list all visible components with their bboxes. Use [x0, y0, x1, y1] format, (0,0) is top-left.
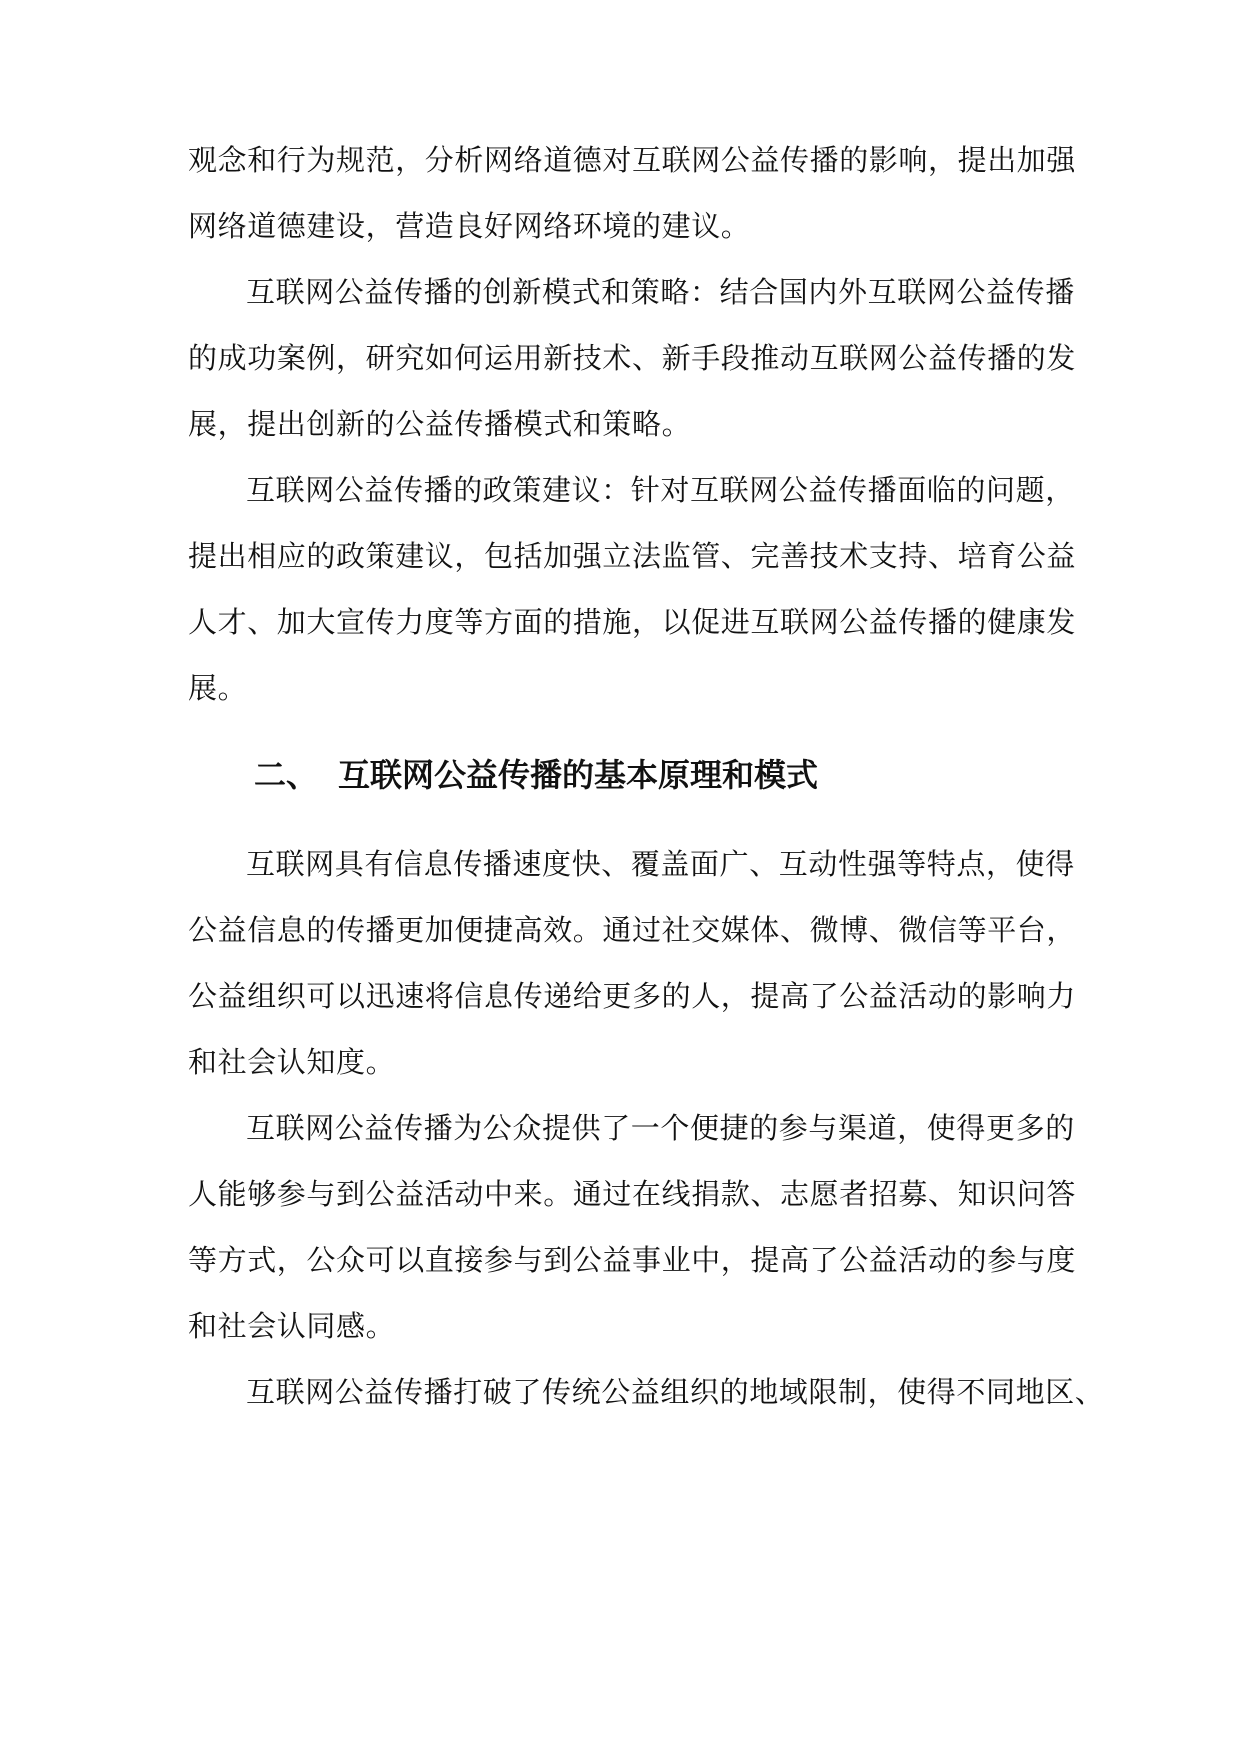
section-number: 二、	[254, 756, 319, 794]
section-heading	[254, 750, 818, 800]
paragraph-line: 互联网公益传播打破了传统公益组织的地域限制，使得不同地区、	[246, 1375, 1105, 1409]
paragraph-line: 互联网公益传播为公众提供了一个便捷的参与渠道，使得更多的	[246, 1111, 1075, 1145]
paragraph-line: 的成功案例，研究如何运用新技术、新手段推动互联网公益传播的发	[188, 341, 1077, 375]
paragraph-line: 观念和行为规范，分析网络道德对互联网公益传播的影响，提出加强	[188, 143, 1077, 177]
paragraph-line: 展，提出创新的公益传播模式和策略。	[188, 407, 692, 441]
paragraph-line: 公益信息的传播更加便捷高效。通过社交媒体、微博、微信等平台，	[188, 913, 1077, 947]
paragraph-line: 展。	[188, 671, 248, 705]
paragraph-line: 公益组织可以迅速将信息传递给更多的人，提高了公益活动的影响力	[188, 979, 1077, 1013]
section-title: 互联网公益传播的基本原理和模式	[338, 756, 819, 794]
paragraph-line: 和社会认同感。	[188, 1309, 396, 1343]
paragraph-line: 和社会认知度。	[188, 1045, 396, 1079]
paragraph-line: 等方式，公众可以直接参与到公益事业中，提高了公益活动的参与度	[188, 1243, 1077, 1277]
paragraph-line: 互联网公益传播的创新模式和策略：结合国内外互联网公益传播	[246, 275, 1075, 309]
paragraph-line: 人能够参与到公益活动中来。通过在线捐款、志愿者招募、知识问答	[188, 1177, 1077, 1211]
paragraph-line: 网络道德建设，营造良好网络环境的建议。	[188, 209, 751, 243]
paragraph-line: 人才、加大宣传力度等方面的措施，以促进互联网公益传播的健康发	[188, 605, 1077, 639]
paragraph-line: 互联网公益传播的政策建议：针对互联网公益传播面临的问题，	[246, 473, 1075, 507]
paragraph-line: 互联网具有信息传播速度快、覆盖面广、互动性强等特点，使得	[246, 847, 1075, 881]
paragraph-line: 提出相应的政策建议，包括加强立法监管、完善技术支持、培育公益	[188, 539, 1077, 573]
